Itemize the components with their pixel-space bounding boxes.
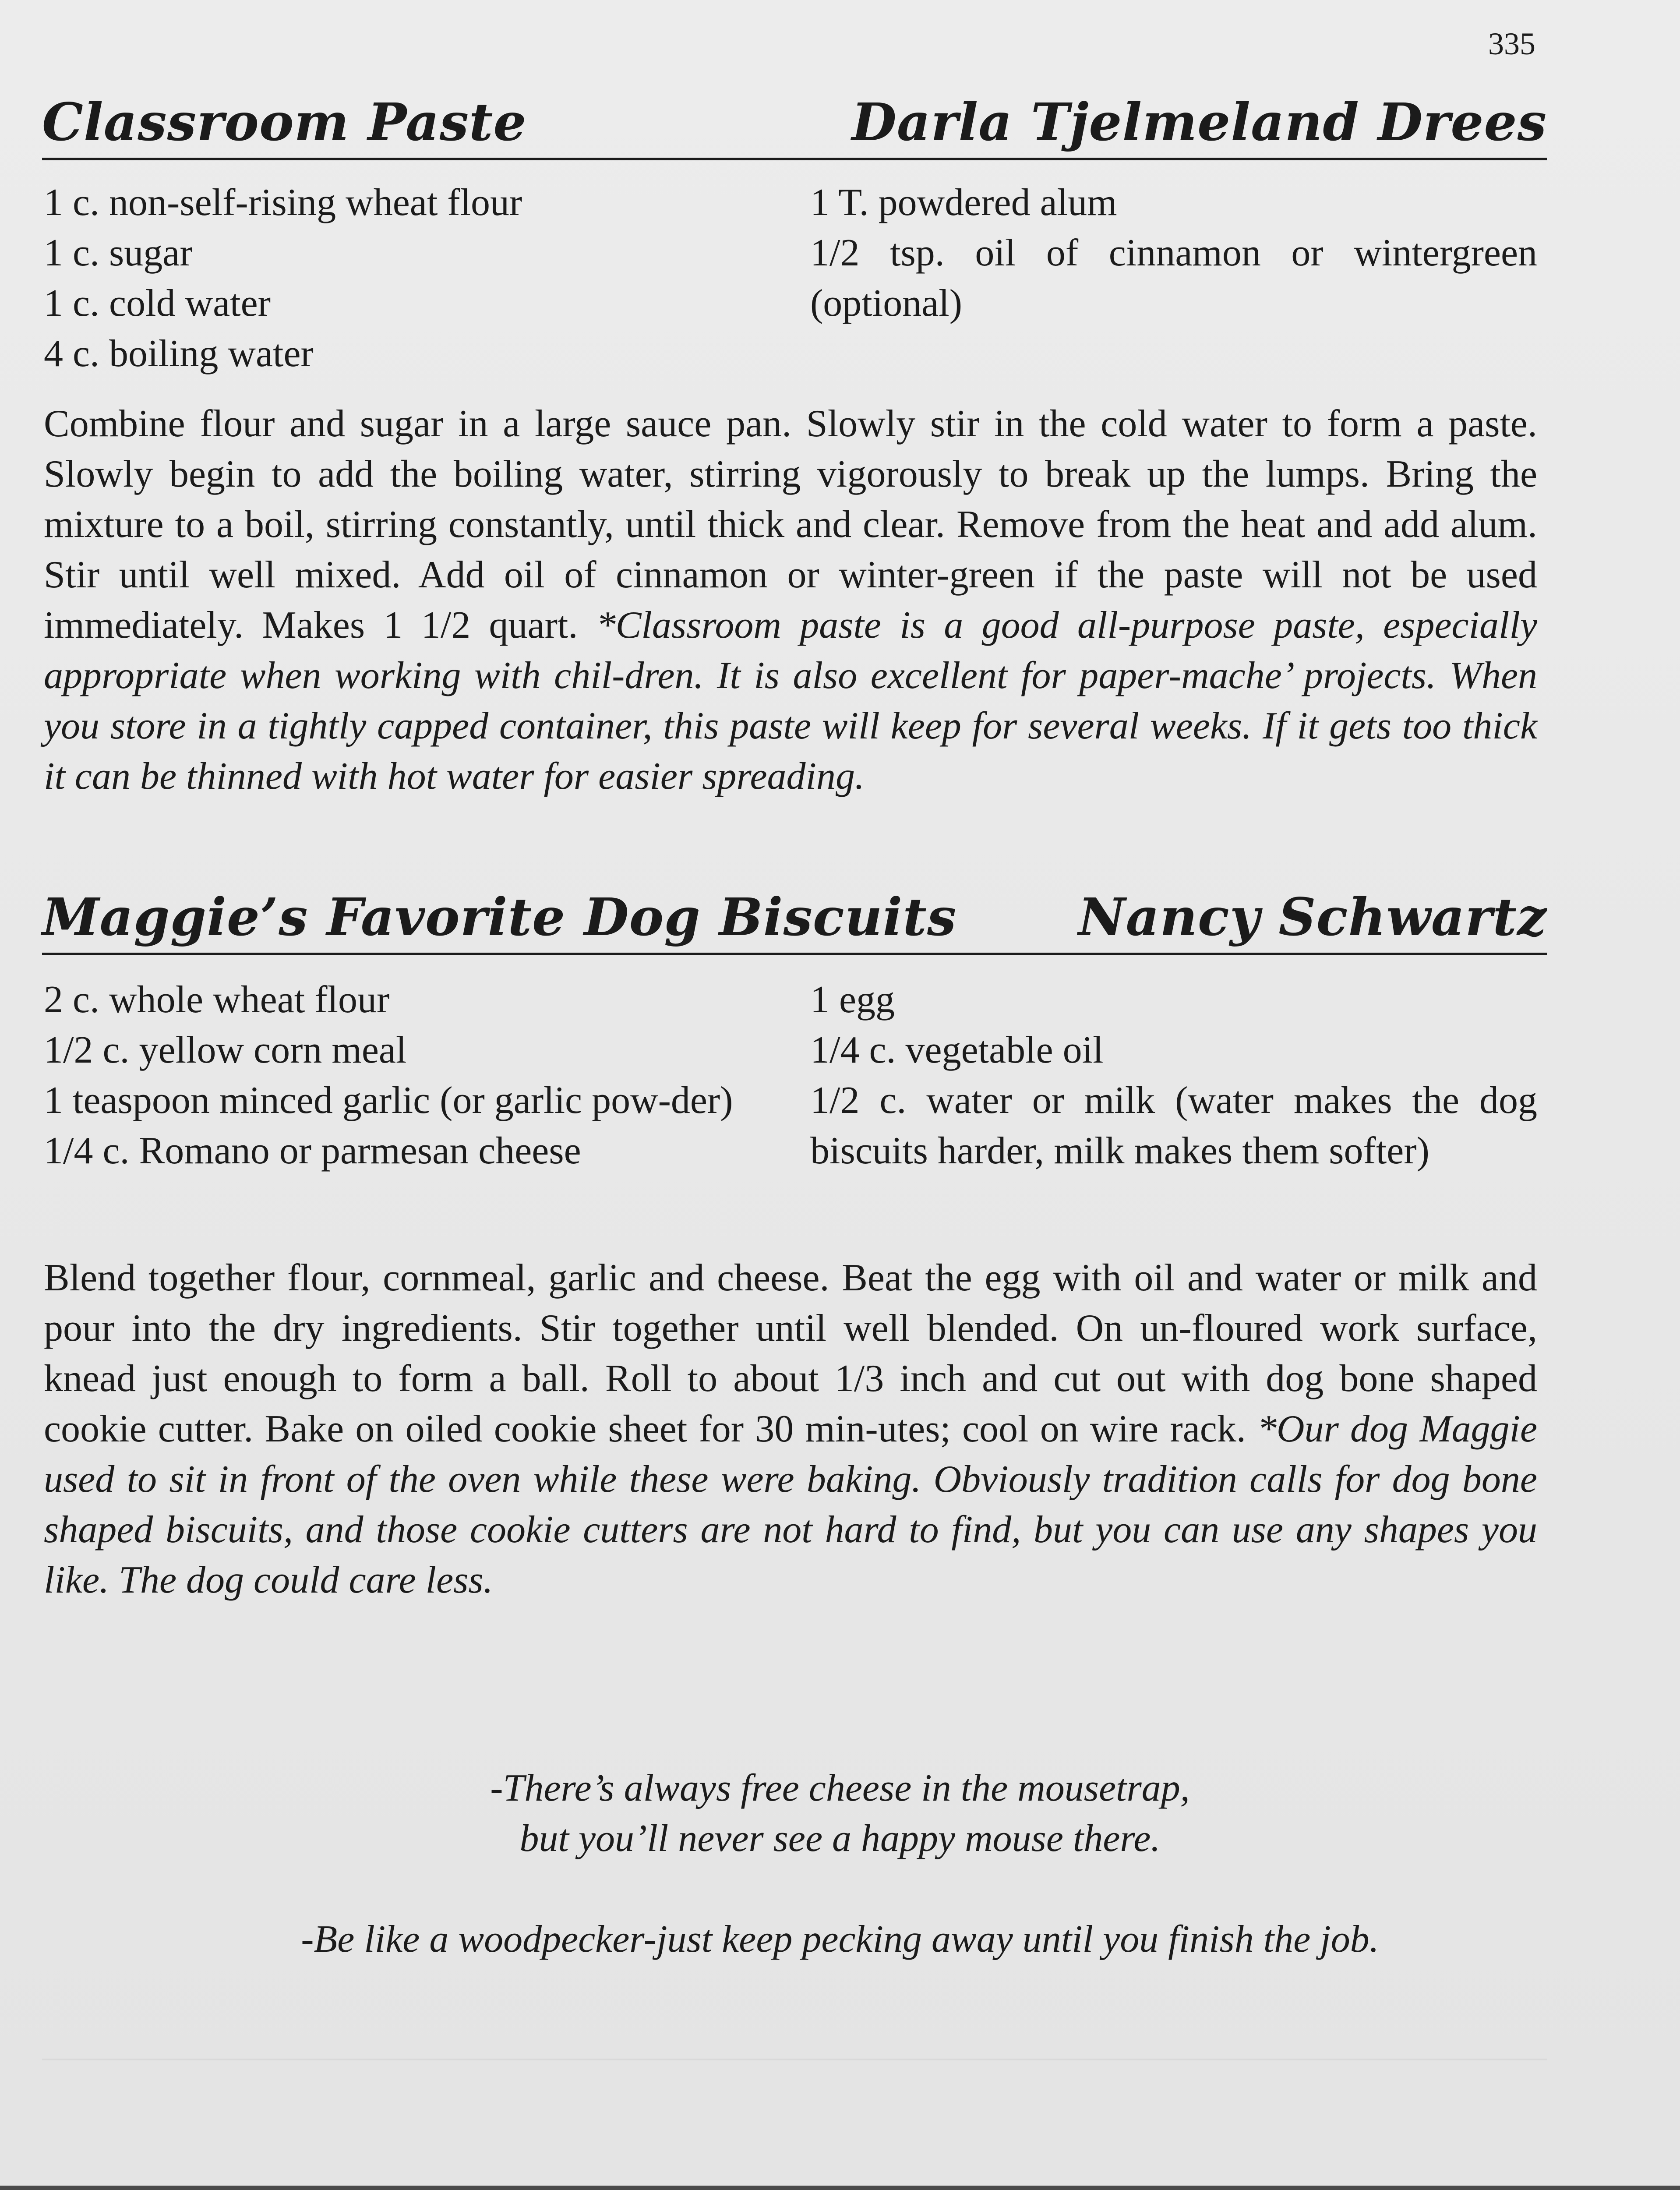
recipe-author: Darla Tjelmeland Drees	[851, 92, 1547, 152]
quote-line: -Be like a woodpecker-just keep pecking away until you finish the job.	[301, 1918, 1379, 1960]
ingredients-right-column	[810, 177, 1537, 379]
recipe-note: *Classroom paste is a good all-purpose paste, especially appropriate when working with chil-dren. It is also excellent for paper-mache’ projects. When you store in a tightly capped container, this paste will keep for several weeks. If it gets too thick it can be thinned with hot water for easier spreading.	[44, 604, 1538, 798]
ingredient-line: 1 c. sugar	[44, 232, 193, 274]
ingredient-line: 1 T. powdered alum	[810, 181, 1117, 224]
directions-text: Blend together flour, cornmeal, garlic and cheese. Beat the egg with oil and water or milk and pour into the dry ingredients. Stir together until well blended. On un-floured work surface, knead just enough to form a ball. Roll to about 1/3 inch and cut out with dog bone shaped cookie cutter. Bake on oiled cookie sheet for 30 min-utes; cool on wire rack.	[44, 1257, 1537, 1450]
ingredients-dog-biscuits	[44, 975, 1537, 1176]
quote-line: -There’s always free cheese in the mousetrap,	[490, 1767, 1190, 1809]
quote-woodpecker	[0, 1914, 1680, 1964]
directions-dog-biscuits	[44, 1253, 1537, 1605]
ingredient-line: 1 c. non-self-rising wheat flour	[44, 181, 522, 224]
ingredient-line: 4 c. boiling water	[44, 332, 314, 375]
recipe-header-dog-biscuits	[42, 887, 1547, 955]
ingredient-line: 1/2 c. water or milk (water makes the dog biscuits harder, milk makes them softer)	[810, 1079, 1537, 1172]
directions-text: Combine flour and sugar in a large sauce pan. Slowly stir in the cold water to form a paste. Slowly begin to add the boiling water, stirring vigorously to break up the lumps. Bring the mixture to a boil, stirring constantly, until thick and clear. Remove from the heat and add alum. Stir until well mixed. Add oil of cinnamon or winter-green if the paste will not be used immediately. Makes 1 1/2 quart.	[44, 403, 1537, 646]
recipe-author: Nancy Schwartz	[1078, 887, 1547, 947]
quote-line: but you’ll never see a happy mouse there.	[519, 1817, 1161, 1860]
ingredients-left-column	[44, 975, 788, 1176]
ingredients-right-column	[810, 975, 1537, 1176]
ingredients-classroom-paste	[44, 177, 1537, 379]
recipe-note: *Our dog Maggie used to sit in front of the oven while these were baking. Obviously tradition calls for dog bone shaped biscuits, and those cookie cutters are not hard to find, but you can use any shapes you like. The dog could care less.	[44, 1408, 1538, 1601]
recipe-title: Classroom Paste	[42, 92, 527, 152]
ingredient-line: 1 teaspoon minced garlic (or garlic pow-der)	[44, 1079, 733, 1122]
ingredient-line: 1 egg	[810, 978, 895, 1021]
recipe-header-classroom-paste	[42, 92, 1547, 160]
ingredient-line: 1/4 c. Romano or parmesan cheese	[44, 1130, 581, 1172]
quote-mousetrap	[0, 1763, 1680, 1864]
faint-rule	[42, 2059, 1547, 2060]
ingredient-line: 1/2 tsp. oil of cinnamon or wintergreen (optional)	[810, 232, 1537, 325]
ingredients-left-column	[44, 177, 788, 379]
recipe-title: Maggie’s Favorite Dog Biscuits	[42, 887, 957, 947]
ingredient-line: 1/2 c. yellow corn meal	[44, 1029, 407, 1071]
directions-classroom-paste	[44, 399, 1537, 802]
ingredient-line: 1/4 c. vegetable oil	[810, 1029, 1104, 1071]
ingredient-line: 2 c. whole wheat flour	[44, 978, 390, 1021]
page-bottom-edge	[0, 2186, 1680, 2190]
ingredient-line: 1 c. cold water	[44, 282, 271, 325]
page-number: 335	[1488, 26, 1535, 61]
